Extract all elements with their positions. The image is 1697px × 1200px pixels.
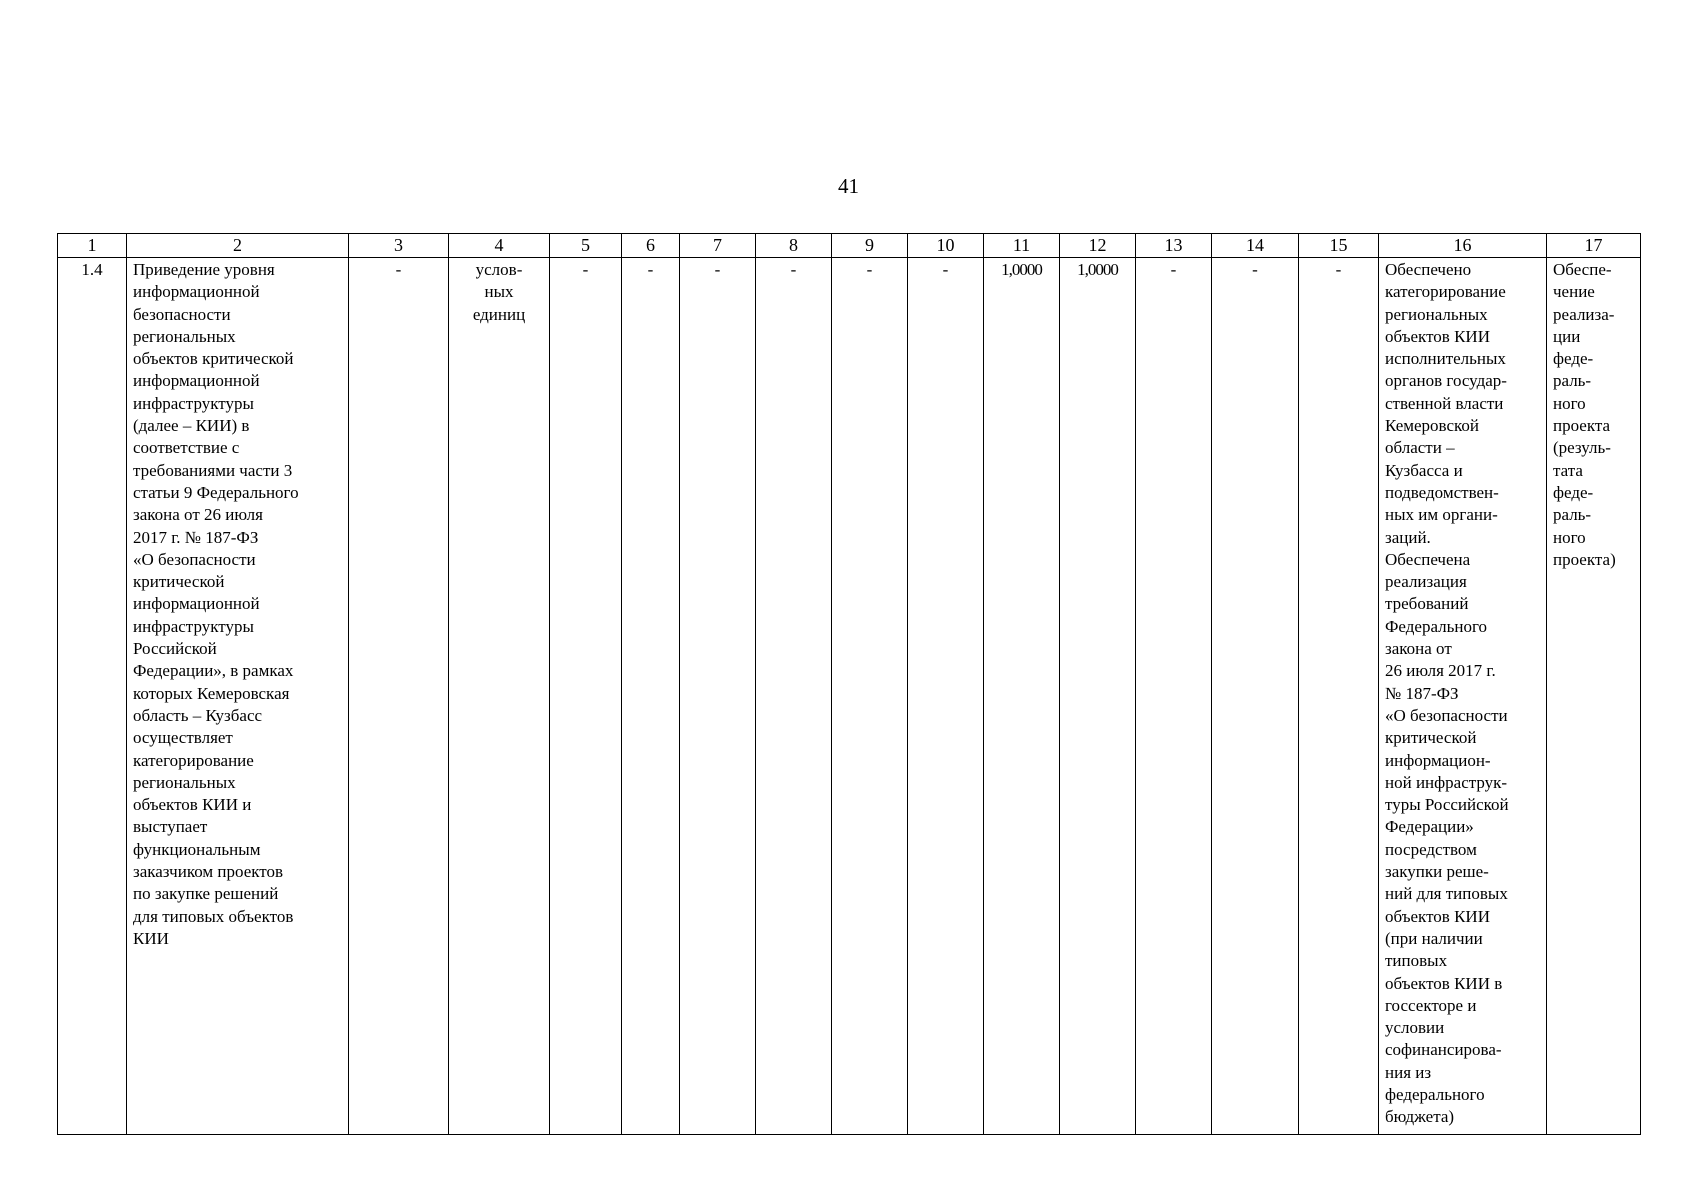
measures-table <box>57 233 1641 1135</box>
column-number-16: 16 <box>1379 234 1547 258</box>
cell-col-3: - <box>349 258 449 1135</box>
column-number-1: 1 <box>58 234 127 258</box>
page-number: 41 <box>838 174 859 198</box>
column-number-5: 5 <box>550 234 622 258</box>
column-number-17: 17 <box>1547 234 1641 258</box>
cell-col-6: - <box>622 258 680 1135</box>
cell-col-10: - <box>908 258 984 1135</box>
column-number-row <box>58 234 1641 258</box>
column-number-4: 4 <box>449 234 550 258</box>
cell-col-7: - <box>680 258 756 1135</box>
table-row <box>58 258 1641 1135</box>
cell-col-8: - <box>756 258 832 1135</box>
column-number-10: 10 <box>908 234 984 258</box>
column-number-8: 8 <box>756 234 832 258</box>
column-number-13: 13 <box>1136 234 1212 258</box>
cell-col-9: - <box>832 258 908 1135</box>
column-number-3: 3 <box>349 234 449 258</box>
unit-of-measure: услов- ных единиц <box>449 258 550 1135</box>
column-number-6: 6 <box>622 234 680 258</box>
cell-col-15: - <box>1299 258 1379 1135</box>
column-number-15: 15 <box>1299 234 1379 258</box>
column-number-7: 7 <box>680 234 756 258</box>
item-description: Приведение уровня информационной безопасности региональных объектов критической информационной инфраструктуры (далее – КИИ) в соответствие с требованиями части 3 статьи 9 Федерального закона от 26 июля 2017 г. № 187-ФЗ «О безопасности критической информационной инфраструктуры Российской Федерации», в рамках которых Кемеровская область – Кузбасс осуществляет категорирование региональных объектов КИИ и выступает функциональным заказчиком проектов по закупке решений для типовых объектов КИИ <box>127 258 349 1135</box>
cell-col-14: - <box>1212 258 1299 1135</box>
column-number-9: 9 <box>832 234 908 258</box>
column-number-2: 2 <box>127 234 349 258</box>
cell-col-5: - <box>550 258 622 1135</box>
value-col-11: 1,0000 <box>984 258 1060 1135</box>
expected-result: Обеспечено категорирование региональных объектов КИИ исполнительных органов государ- ственной власти Кемеровской области – Кузбасса и подведомствен- ных им органи- заций. Обеспечена реализация требований Федерального закона от 26 июля 2017 г. № 187-ФЗ «О безопасности критической информацион- ной инфраструк- туры Российской Федерации» посредством закупки реше- ний для типовых объектов КИИ (при наличии типовых объектов КИИ в госсекторе и условии софинансирова- ния из федерального бюджета) <box>1379 258 1547 1135</box>
item-number: 1.4 <box>58 258 127 1135</box>
cell-col-13: - <box>1136 258 1212 1135</box>
result-link: Обеспе- чение реализа- ции феде- раль- ного проекта (резуль- тата феде- раль- ного проекта) <box>1547 258 1641 1135</box>
column-number-12: 12 <box>1060 234 1136 258</box>
value-col-12: 1,0000 <box>1060 258 1136 1135</box>
column-number-11: 11 <box>984 234 1060 258</box>
column-number-14: 14 <box>1212 234 1299 258</box>
